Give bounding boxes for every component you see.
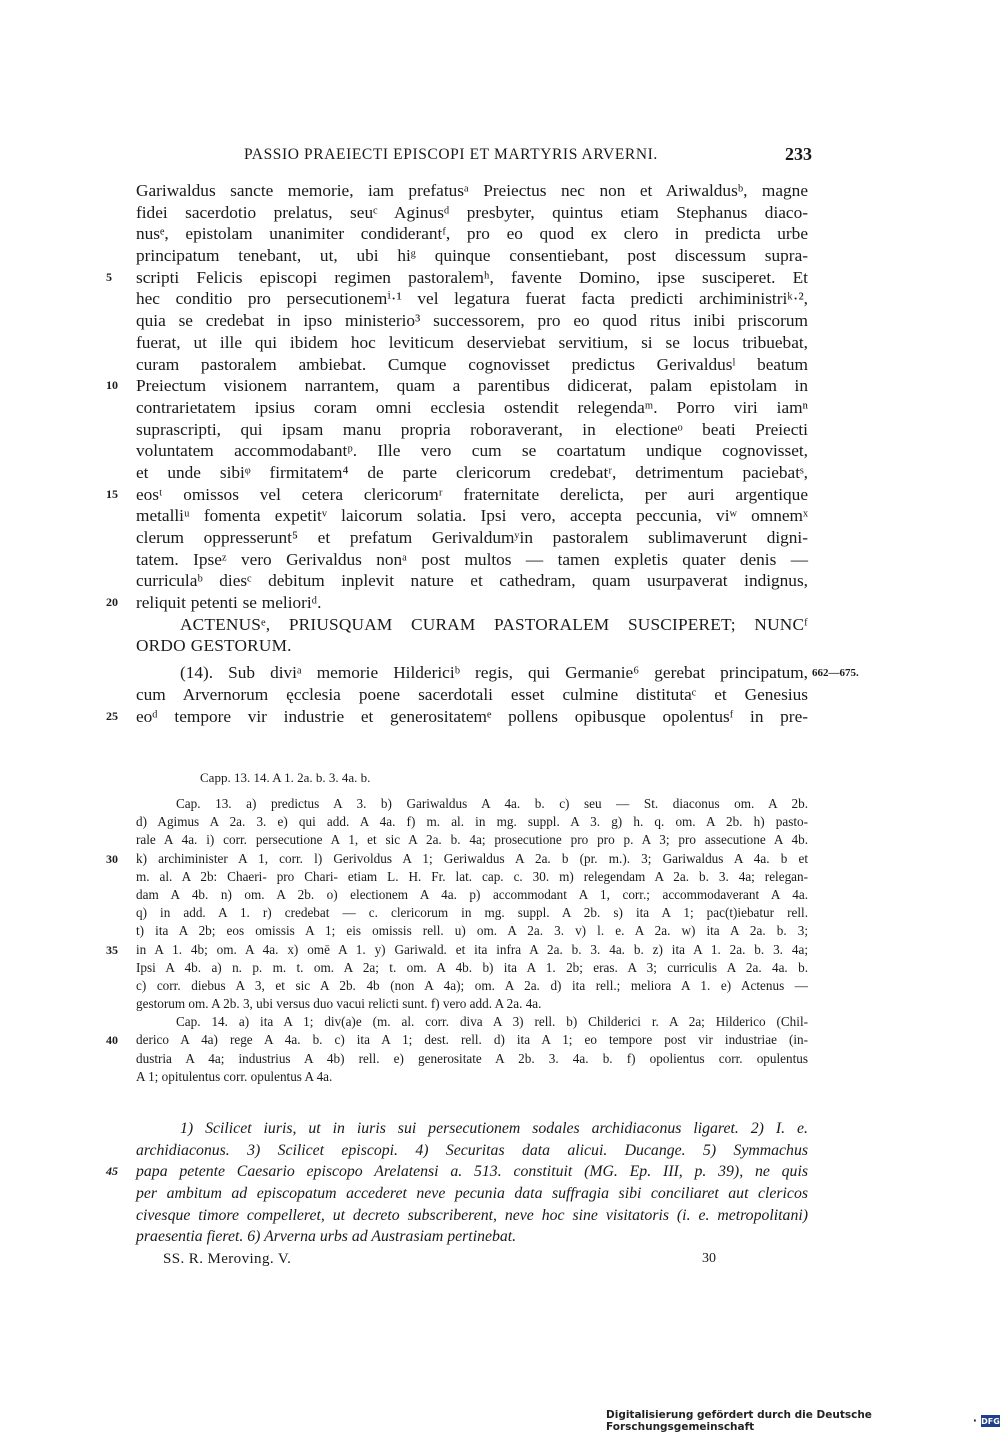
line-text: tatem. Ipseᶻ vero Gerivaldus nonᵃ post multos — tamen expletis quater denis —: [136, 549, 808, 569]
text-line: [136, 440, 808, 462]
text-line: [136, 527, 808, 549]
text-line: [106, 1031, 808, 1049]
text-line: [136, 332, 808, 354]
line-text: scripti Felicis episcopi regimen pastoralemʰ, favente Domino, ipse susciperet. Et: [136, 267, 808, 287]
line-text: fuerat, ut ille qui ibidem hoc leviticum deserviebat servitium, si se locus tribuebat,: [136, 332, 808, 352]
line-text: archidiaconus. 3) Scilicet episcopi. 4) Securitas data alicui. Ducange. 5) Symmachus: [136, 1141, 808, 1159]
line-text: civesque timore compelleret, ut decreto subscriberent, neve hoc sine visitatoris (i. e. metropolitani): [136, 1206, 808, 1224]
line-text: curriculaᵇ diesᶜ debitum inplevit nature et cathedram, quam usurpaverat indignus,: [136, 571, 808, 591]
line-number: 30: [106, 851, 118, 866]
line-number: 5: [106, 269, 112, 284]
line-number: 15: [106, 486, 118, 501]
text-line: [136, 1068, 808, 1086]
text-line: [136, 795, 808, 813]
text-line: [136, 570, 808, 592]
line-text: contrarietatem ipsius coram omni ecclesia ostendit relegendaᵐ. Porro viri iamⁿ: [136, 397, 808, 417]
line-text: Cap. 14. a) ita A 1; div(a)e (m. al. corr. diva A 3) rell. b) Childerici r. A 2a; Hilderico (Chil-: [176, 1014, 808, 1030]
line-text: Preiectum visionem narrantem, quam a parentibus didicerat, palam epistolam in: [136, 376, 808, 396]
text-line: [136, 549, 808, 571]
text-line: [136, 1013, 808, 1031]
text-line: [136, 977, 808, 995]
text-line: [136, 223, 808, 245]
line-text: (14). Sub diviᵃ memorie Hildericiᵇ regis, qui Germanie⁶ gerebat principatum,: [180, 663, 808, 683]
text-line: [136, 1118, 808, 1140]
line-text: quia se credebat in ipso ministerio³ successorem, pro eo quod ritus inibi priscorum: [136, 311, 808, 331]
section-heading-line: [136, 614, 808, 636]
margin-date-note: 662—675.: [812, 667, 859, 680]
text-line: [136, 662, 808, 684]
line-text: A 1; opitulentus corr. opulentus A 4a.: [136, 1068, 333, 1084]
line-text: q) in add. A 1. r) credebat — c. clericorum in mg. suppl. A 2b. s) ita A 1; pac(t)iebatur rell.: [136, 905, 808, 921]
line-text: praesentia fieret. 6) Arverna urbs ad Austrasiam pertinebat.: [136, 1228, 517, 1246]
line-text: d) Agimus A 2a. 3. e) qui add. A 4a. f) m. al. in mg. suppl. A 3. g) h. q. om. A 2b. h) pasto-: [136, 814, 808, 830]
line-text: et unde sibiᵠ firmitatem⁴ de parte clericorum credebatʳ, detrimentum paciebatˢ,: [136, 462, 808, 482]
text-line: [106, 592, 808, 614]
text-line: [136, 886, 808, 904]
line-number: 10: [106, 378, 118, 393]
critical-apparatus: [106, 795, 808, 1086]
capp-line: Capp. 13. 14. A 1. 2a. b. 3. 4a. b.: [200, 770, 371, 785]
line-text: hec conditio pro persecutionemⁱ·¹ vel legatura fuerat facta predicti archiministriᵏ·²,: [136, 289, 808, 309]
text-line: [106, 375, 808, 397]
text-line: [106, 850, 808, 868]
line-text: eosᵗ omissos vel cetera clericorumʳ fraternitate derelicta, per auri argentique: [136, 484, 808, 504]
line-text: nusᵉ, epistolam unanimiter condiderantᶠ, pro eo quod ex clero in predicta urbe: [136, 224, 808, 244]
footnotes: [106, 1118, 808, 1248]
line-text: dam A 4b. n) om. A 2b. o) electionem A 4a. p) accommodant A 1, corr.; accommodaverant A 4a.: [136, 886, 808, 902]
line-text: in A 1. 4b; om. A 4a. x) omē A 1. y) Gariwald. et ita infra A 2a. b. 3. 4a. b. z) ita A 1. 2a. b. 3. 4a;: [136, 941, 808, 957]
signature-mark: SS. R. Meroving. V.: [163, 1251, 292, 1267]
text-line: [136, 288, 808, 310]
text-line: [136, 684, 808, 706]
text-line: [136, 354, 808, 376]
text-line: [106, 484, 808, 506]
line-number: 40: [106, 1033, 118, 1048]
line-text: ORDO GESTORUM.: [136, 636, 292, 656]
text-line: [136, 310, 808, 332]
text-line: [136, 1226, 808, 1248]
text-line: [136, 904, 808, 922]
line-text: Cap. 13. a) predictus A 3. b) Gariwaldus A 4a. b. c) seu — St. diaconus om. A 2b.: [176, 796, 808, 811]
line-text: reliquit petenti se melioriᵈ.: [136, 593, 322, 613]
line-text: Gariwaldus sancte memorie, iam prefatusᵃ Preiectus nec non et Ariwaldusᵇ, magne: [136, 181, 808, 200]
section-heading-line: [136, 635, 808, 657]
text-line: [136, 995, 808, 1013]
line-text: k) archiminister A 1, corr. l) Gerivoldus A 1; Geriwaldus A 2a. b (pr. m.). 3; Gariwaldus A 4a. b et: [136, 850, 808, 866]
text-line: [136, 1205, 808, 1227]
text-line: [136, 868, 808, 886]
line-text: derico A 4a) rege A 4a. b. c) ita A 1; dest. rell. d) ita A 1; eo tempore post vir industriae (in-: [136, 1032, 808, 1048]
line-text: ACTENUSᵉ, PRIUSQUAM CURAM PASTORALEM SUSCIPERET; NUNCᶠ: [180, 614, 808, 634]
text-line: [136, 505, 808, 527]
dfg-credit-text: Digitalisierung gefördert durch die Deutsche Forschungsgemeinschaft: [606, 1409, 872, 1433]
line-text: cum Arvernorum ęcclesia poene sacerdotali esset culmine distitutaᶜ et Genesius: [136, 684, 808, 704]
text-line: [106, 941, 808, 959]
dfg-logo-icon: DFG: [981, 1416, 1000, 1426]
text-line: [136, 397, 808, 419]
line-text: gestorum om. A 2b. 3, ubi versus duo vacui relicti sunt. f) vero add. A 2a. 4a.: [136, 996, 542, 1012]
line-text: m. al. A 2b: Chaeri- pro Chari- etiam L. H. Fr. lat. cap. c. 30. m) relegendam A 2a. b. 3. 4a; relegan-: [136, 868, 808, 884]
text-line: [136, 180, 808, 202]
text-line: [136, 202, 808, 224]
line-text: clerum oppresserunt⁵ et prefatum Gerivaldumʸin pastoralem sublimaverunt digni-: [136, 528, 808, 547]
line-text: rale A 4a. i) corr. persecutione A 1, et sic A 2a. b. 4a; prosecutione pro pro p. A 3; pro assecutione A 4b.: [136, 832, 808, 848]
text-line: [136, 813, 808, 831]
line-number: 45: [106, 1164, 118, 1179]
line-text: eoᵈ tempore vir industrie et generositatemᵉ pollens opibusque opolentusᶠ in pre-: [136, 706, 808, 726]
text-line: [136, 245, 808, 267]
line-text: fidei sacerdotio prelatus, seuᶜ Aginusᵈ presbyter, quintus etiam Stephanus diaco-: [136, 202, 808, 222]
running-title: PASSIO PRAEIECTI EPISCOPI ET MARTYRIS ARVERNI.: [244, 146, 658, 163]
text-line: [136, 1050, 808, 1068]
line-text: t) ita A 2b; eos omissis A 1; eis omissis rell. u) om. A 2a. 3. v) l. e. A 2a. w) ita A 2a. b. 3;: [136, 923, 808, 939]
running-header: [136, 146, 812, 170]
text-line: [136, 831, 808, 849]
text-line: [136, 419, 808, 441]
dfg-credit: Digitalisierung gefördert durch die Deutsche Forschungsgemeinschaft · DFG: [606, 1409, 1000, 1433]
line-text: c) corr. diebus A 3, et sic A 2b. 4b (non A 4a); om. A 2a. d) ita rell.; meliora A 1. e) Actenus —: [136, 977, 808, 993]
sheet-number: 30: [702, 1251, 716, 1266]
line-text: Ipsi A 4b. a) n. p. m. t. om. A 2a; t. om. A 4b. b) ita A 1. 2b; eras. A 3; curriculis A 2a. 4a. b.: [136, 959, 808, 975]
line-number: 20: [106, 595, 118, 610]
text-line: [136, 462, 808, 484]
text-line: [106, 706, 808, 728]
line-text: 1) Scilicet iuris, ut in iuris sui persecutionem sodales archidiaconus ligaret. 2) I. e.: [180, 1120, 808, 1137]
text-line: [136, 1183, 808, 1205]
line-number: 35: [106, 942, 118, 957]
line-text: metalliᵘ fomenta expetitᵛ laicorum solatia. Ipsi vero, accepta peccunia, viʷ omnemˣ: [136, 506, 808, 526]
line-text: papa petente Caesario episcopo Arelatensi a. 513. constituit (MG. Ep. III, p. 39), ne quis: [136, 1163, 808, 1181]
line-text: per ambitum ad episcopatum accederet neve pecunia data suffragia sibi conciliaret aut clericos: [136, 1185, 808, 1203]
line-text: curam pastoralem ambiebat. Cumque cognovisset predictus Gerivaldusˡ beatum: [136, 354, 808, 374]
line-text: voluntatem accommodabantᵖ. Ille vero cum se coartatum undique cognovisset,: [136, 441, 808, 461]
text-line: [136, 959, 808, 977]
line-text: suprascripti, qui ipsam manu propria roboraverant, in electioneᵒ beati Preiecti: [136, 419, 808, 439]
text-line: [136, 922, 808, 940]
text-line: [106, 1161, 808, 1183]
text-line: [106, 267, 808, 289]
line-number: 25: [106, 708, 118, 723]
text-line: [136, 1140, 808, 1162]
line-text: dustria A 4a; industrius A 4b) rell. e) generositate A 2b. 3. 4a. b. f) opolientus corr. opulentus: [136, 1050, 808, 1066]
main-text: [106, 180, 808, 727]
line-text: principatum tenebant, ut, ubi hiᵍ quinque consentiebant, post discessum supra-: [136, 246, 808, 266]
page-number: 233: [785, 144, 812, 164]
